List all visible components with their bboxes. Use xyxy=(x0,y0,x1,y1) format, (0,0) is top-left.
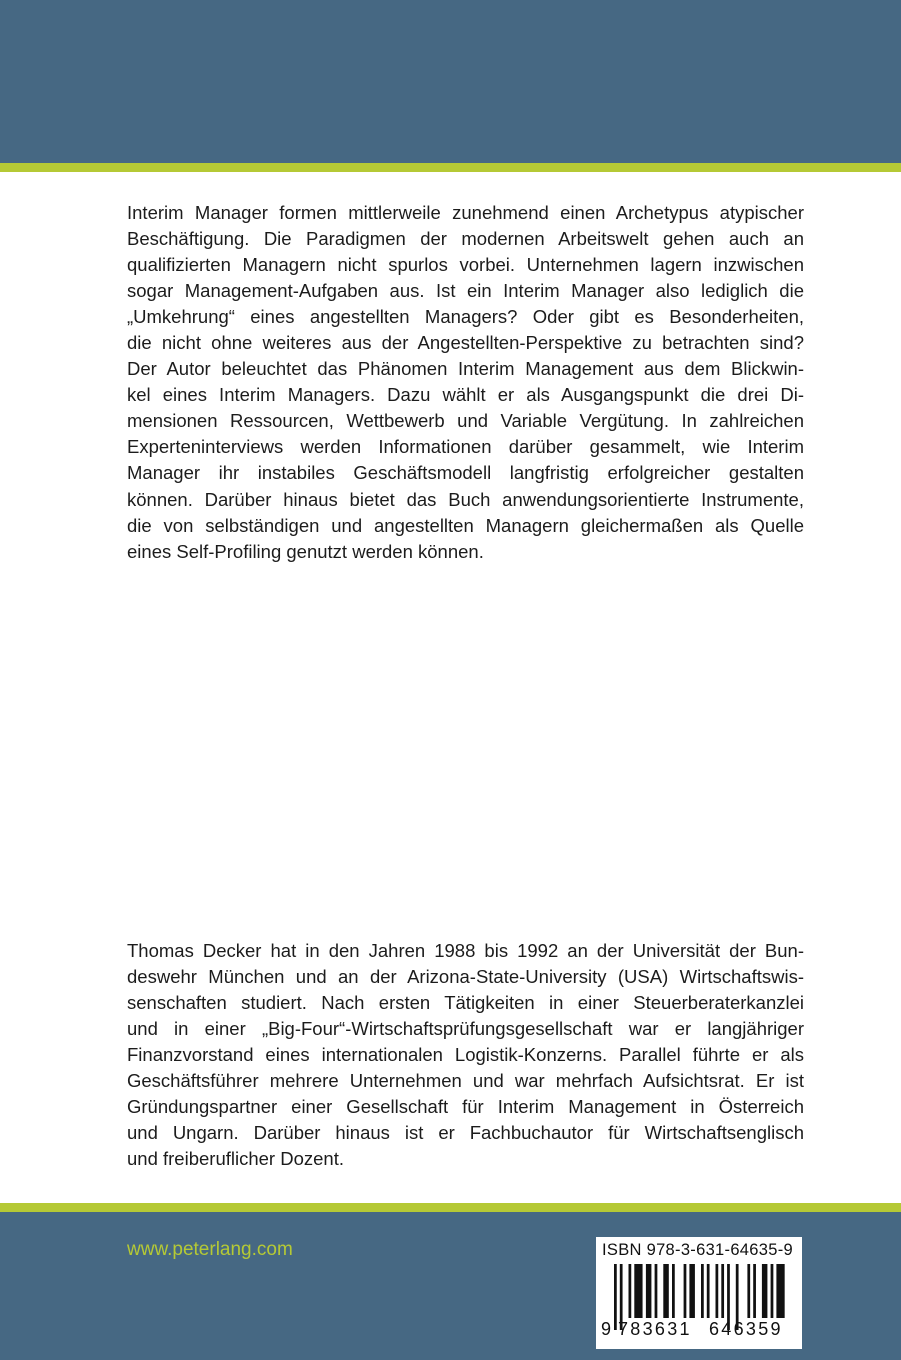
bio-line: senschaften studiert. Nach ersten Tätigkeiten in einer Steuerberaterkanzlei xyxy=(127,992,804,1014)
blurb-line: „Umkehrung“ eines angestellten Managers? Oder gibt es Besonderheiten, xyxy=(127,306,804,328)
bottom-accent-stripe xyxy=(0,1203,901,1212)
blurb-line: können. Darüber hinaus bietet das Buch anwendungsorientierte Instrumente, xyxy=(127,488,804,510)
barcode-bar xyxy=(689,1264,695,1318)
barcode-bar xyxy=(716,1264,719,1318)
top-accent-stripe xyxy=(0,163,901,172)
barcode-bar xyxy=(771,1264,774,1318)
bio-line: und in einer „Big-Four“-Wirtschaftsprüfungsgesellschaft war er langjähriger xyxy=(127,1018,804,1040)
barcode-bar xyxy=(646,1264,652,1318)
bio-line: Geschäftsführer mehrere Unternehmen und war mehrfach Aufsichtsrat. Er ist xyxy=(127,1070,804,1092)
author-bio xyxy=(127,938,804,1172)
bio-line: und Ungarn. Darüber hinaus ist er Fachbuchautor für Wirtschaftsenglisch xyxy=(127,1122,804,1144)
blurb-line: Der Autor beleuchtet das Phänomen Interim Management aus dem Blickwin- xyxy=(127,358,804,380)
barcode-bar xyxy=(762,1264,768,1318)
barcode-bar xyxy=(701,1264,704,1318)
barcode-bar xyxy=(707,1264,710,1318)
blurb-line: eines Self-Profiling genutzt werden können. xyxy=(127,540,484,562)
isbn-digits-left: 783631 xyxy=(618,1319,692,1339)
top-color-band xyxy=(0,0,901,163)
book-blurb xyxy=(127,200,804,565)
bio-line: Finanzvorstand eines internationalen Logistik-Konzerns. Parallel führte er als xyxy=(127,1044,804,1066)
isbn-digits-right: 646359 xyxy=(709,1319,783,1339)
blurb-line: mensionen Ressourcen, Wettbewerb und Variable Vergütung. In zahlreichen xyxy=(127,410,804,432)
barcode-bar xyxy=(655,1264,658,1318)
barcode-bar xyxy=(614,1264,617,1330)
barcode-bar xyxy=(629,1264,632,1318)
barcode-bar xyxy=(663,1264,669,1318)
bio-line: und freiberuflicher Dozent. xyxy=(127,1148,344,1170)
blurb-line: die nicht ohne weiteres aus der Angestellten-Perspektive zu betrachten sind? xyxy=(127,332,804,354)
blurb-line: Experteninterviews werden Informationen darüber gesammelt, wie Interim xyxy=(127,436,804,458)
isbn-digit-first: 9 xyxy=(601,1319,614,1339)
barcode-bar xyxy=(634,1264,642,1318)
publisher-url[interactable]: www.peterlang.com xyxy=(127,1239,293,1260)
bio-line: deswehr München und an der Arizona-State-University (USA) Wirtschaftswis- xyxy=(127,966,804,988)
blurb-line: Interim Manager formen mittlerweile zunehmend einen Archetypus atypischer xyxy=(127,202,804,223)
isbn-label: ISBN 978-3-631-64635-9 xyxy=(602,1241,793,1259)
blurb-line: die von selbständigen und angestellten Managern gleichermaßen als Quelle xyxy=(127,514,804,536)
barcode-bar xyxy=(721,1264,724,1318)
bio-line: Thomas Decker hat in den Jahren 1988 bis 1992 an der Universität der Bun- xyxy=(127,940,804,961)
bio-line: Gründungspartner einer Gesellschaft für Interim Management in Österreich xyxy=(127,1096,804,1118)
blurb-line: Beschäftigung. Die Paradigmen der modernen Arbeitswelt gehen auch an xyxy=(127,228,804,250)
blurb-line: Manager ihr instabiles Geschäftsmodell langfristig erfolgreicher gestalten xyxy=(127,462,804,484)
blurb-line: sogar Management-Aufgaben aus. Ist ein Interim Manager also lediglich die xyxy=(127,280,804,302)
barcode-bar xyxy=(753,1264,756,1318)
barcode-bar xyxy=(747,1264,750,1318)
blurb-line: kel eines Interim Managers. Dazu wählt er als Ausgangspunkt die drei Di- xyxy=(127,384,804,406)
barcode-bar xyxy=(684,1264,687,1318)
barcode-bar xyxy=(672,1264,675,1318)
blurb-line: qualifizierten Managern nicht spurlos vorbei. Unternehmen lagern inzwischen xyxy=(127,254,804,276)
isbn-barcode xyxy=(596,1237,802,1349)
barcode-bar xyxy=(776,1264,784,1318)
